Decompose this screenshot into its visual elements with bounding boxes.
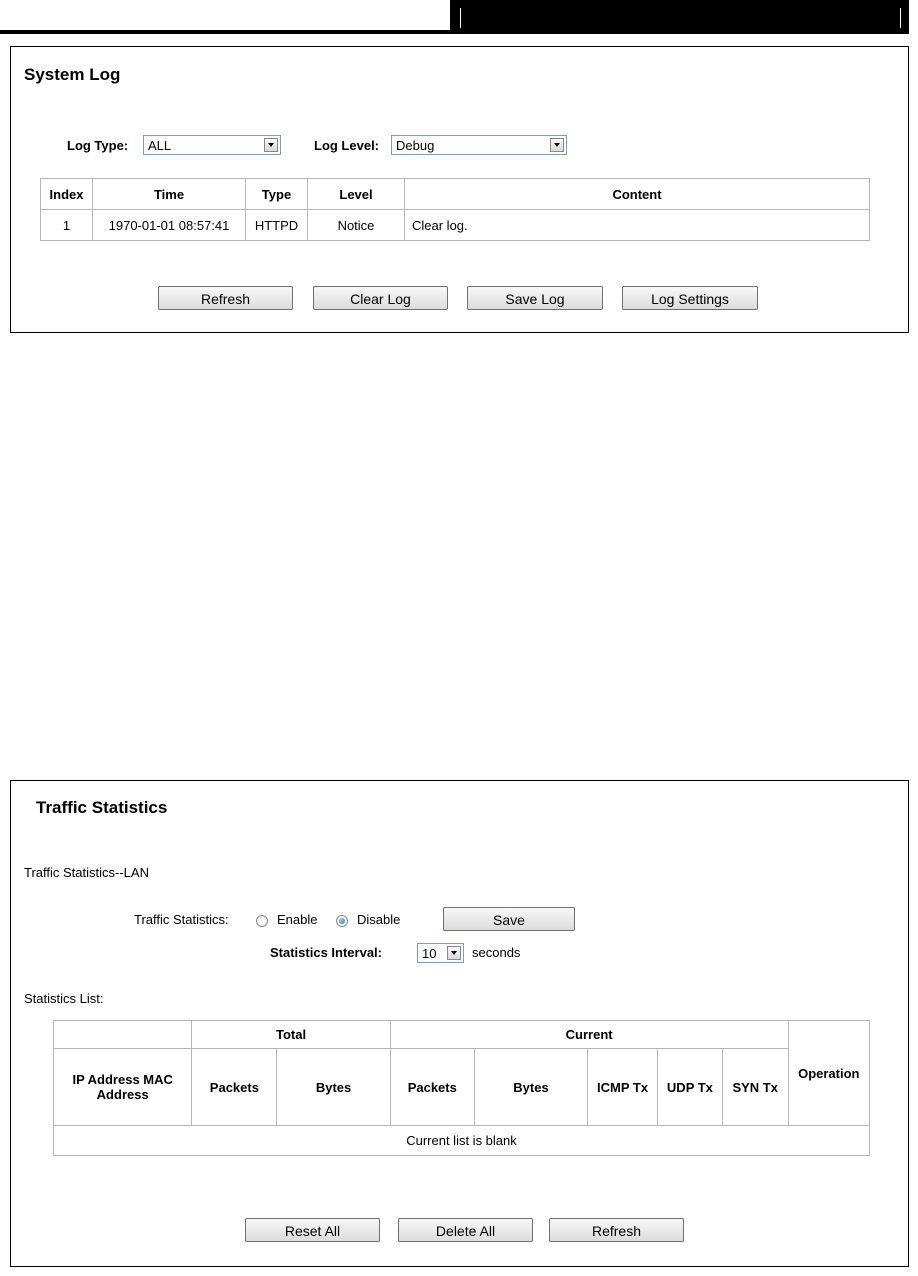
log-type-label: Log Type: [67, 138, 129, 153]
table-header-row [41, 179, 870, 210]
system-log-panel [10, 46, 909, 333]
header-divider-left [460, 8, 461, 28]
column-header-icmp-tx: ICMP Tx [588, 1049, 658, 1126]
log-type-select[interactable] [143, 135, 281, 155]
table-row [41, 210, 870, 241]
chevron-down-icon[interactable] [264, 138, 278, 152]
table-header-group-row [54, 1021, 870, 1049]
empty-list-message: Current list is blank [54, 1126, 870, 1156]
disable-radio[interactable] [336, 915, 348, 927]
refresh-button[interactable]: Refresh [158, 286, 293, 310]
group-header-current: Current [390, 1021, 788, 1049]
disable-label[interactable]: Disable [357, 912, 401, 927]
statistics-table [53, 1020, 870, 1156]
table-header-row [54, 1049, 870, 1126]
save-log-button[interactable]: Save Log [467, 286, 603, 310]
traffic-statistics-title: Traffic Statistics [36, 798, 168, 817]
column-header-syn-tx: SYN Tx [722, 1049, 788, 1126]
cell-type: HTTPD [246, 210, 308, 241]
column-header-total-bytes: Bytes [277, 1049, 390, 1126]
system-log-title: System Log [24, 65, 121, 84]
cell-level: Notice [308, 210, 405, 241]
group-header-total: Total [192, 1021, 390, 1049]
cell-time: 1970-01-01 08:57:41 [93, 210, 246, 241]
statistics-list-label: Statistics List: [24, 991, 104, 1006]
blank-header-cell [54, 1021, 192, 1049]
cell-content: Clear log. [405, 210, 870, 241]
log-level-select[interactable] [391, 135, 567, 155]
column-header-level: Level [308, 179, 405, 210]
column-header-time: Time [93, 179, 246, 210]
cell-index: 1 [41, 210, 93, 241]
traffic-statistics-panel [10, 780, 909, 1267]
column-header-ip-mac: IP Address MAC Address [54, 1049, 192, 1126]
table-row [54, 1126, 870, 1156]
enable-radio[interactable] [256, 915, 268, 927]
chevron-down-icon[interactable] [447, 946, 461, 960]
delete-all-button[interactable]: Delete All [398, 1218, 533, 1242]
column-header-type: Type [246, 179, 308, 210]
header-divider-right [900, 8, 901, 28]
refresh-button[interactable]: Refresh [549, 1218, 684, 1242]
log-type-value: ALL [148, 138, 172, 153]
enable-label[interactable]: Enable [277, 912, 318, 927]
log-level-label: Log Level: [314, 138, 380, 153]
traffic-statistics-toggle-label: Traffic Statistics: [134, 912, 229, 927]
header-rule [0, 30, 909, 34]
statistics-interval-label: Statistics Interval: [270, 945, 382, 960]
reset-all-button[interactable]: Reset All [245, 1218, 380, 1242]
column-header-index: Index [41, 179, 93, 210]
clear-log-button[interactable]: Clear Log [313, 286, 448, 310]
log-level-value: Debug [396, 138, 435, 153]
statistics-interval-select[interactable] [417, 943, 464, 963]
column-header-udp-tx: UDP Tx [658, 1049, 723, 1126]
column-header-current-bytes: Bytes [474, 1049, 587, 1126]
interval-unit-label: seconds [472, 945, 521, 960]
column-header-current-packets: Packets [390, 1049, 474, 1126]
save-button[interactable]: Save [443, 907, 575, 931]
header-bar [450, 0, 909, 30]
system-log-table [40, 178, 870, 241]
section-label: Traffic Statistics--LAN [24, 865, 149, 880]
column-header-operation: Operation [788, 1021, 869, 1126]
column-header-content: Content [405, 179, 870, 210]
statistics-interval-value: 10 [422, 946, 437, 961]
log-settings-button[interactable]: Log Settings [622, 286, 758, 310]
column-header-total-packets: Packets [192, 1049, 277, 1126]
chevron-down-icon[interactable] [550, 138, 564, 152]
